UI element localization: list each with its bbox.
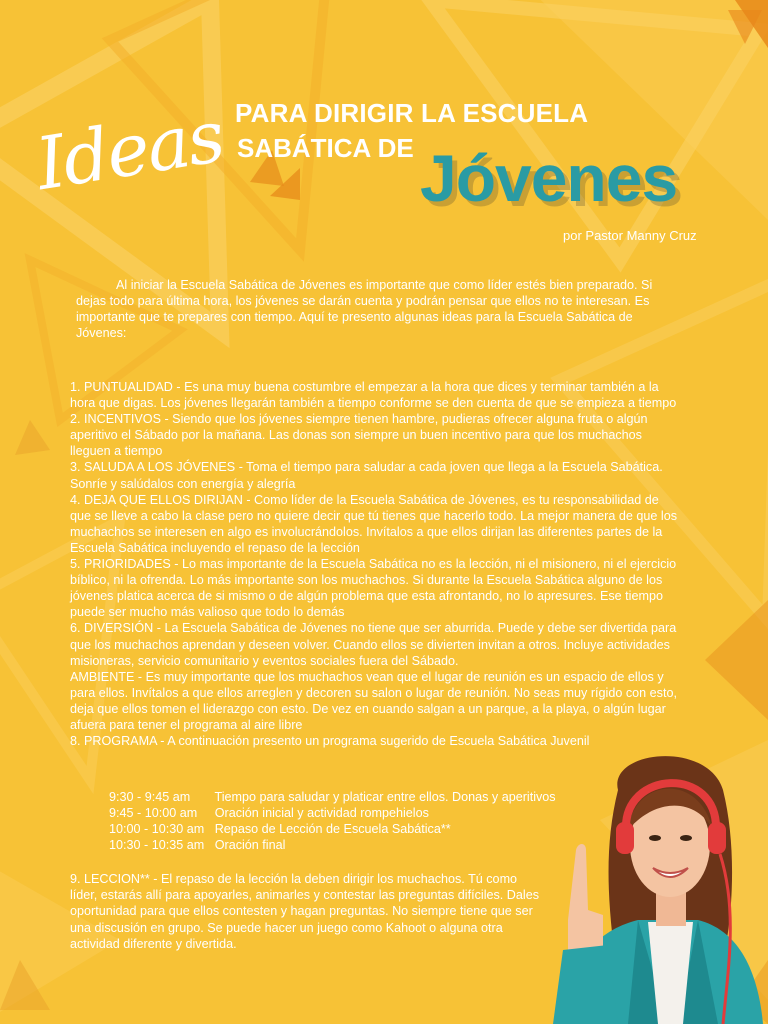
author-byline: por Pastor Manny Cruz <box>563 228 697 243</box>
heading-line-2: SABÁTICA DE <box>237 133 414 163</box>
ideas-script-title <box>26 93 231 207</box>
intro-paragraph <box>76 277 676 341</box>
list-item: 2. INCENTIVOS - Siendo que los jóvenes siempre tienen hambre, pudieras ofrecer alguna fruta o algún aperitivo el Sábado por la mañana. Las donas son siempre un buen incentivo para que los muchachos lleguen a tiempo <box>70 412 648 459</box>
list-item: 5. PRIORIDADES - Lo mas importante de la Escuela Sabática no es la lección, ni el misionero, ni el ejercicio bíblico, ni la ofrenda. Lo más importante son los muchachos. Si durante la Escuela Sabática alguno de los jóvenes platica acerca de si mismo o de algún problema que esta afrontando, no lo apresures. Ese tiempo puede ser mucho más valioso que todo lo demás <box>70 557 677 620</box>
heading-line-1: PARA DIRIGIR LA ESCUELA <box>235 98 589 128</box>
list-item: 4. DEJA QUE ELLOS DIRIJAN - Como líder de la Escuela Sabática de Jóvenes, es tu responsabilidad de que se lleve a cabo la clase pero no quiere decir que tú tienes que hacerlo todo. La mejor manera de que los muchachos se interesen en algo es involucrándolos. Invítalos a que ellos dirijan las diferentes partes de la Escuela Sabática incluyendo el repaso de la lección <box>70 492 677 555</box>
list-item: AMBIENTE - Es muy importante que los muchachos vean que el lugar de reunión es un espacio de ellos y para ellos. Invítalos a que ellos arreglen y decoren su salon o lugar de reunión. No seas muy rígido con esto, deja que ellos tomen el liderazgo con esto. De vez en cuando salgan a un parque, a la playa, o algún lugar afuera para tener el programa al aire libre <box>70 669 677 732</box>
girl-with-headphones-photo <box>548 740 768 1024</box>
ideas-list <box>70 379 682 749</box>
lesson-note: 9. LECCION** - El repaso de la lección la deben dirigir los muchachos. Tú como líder, estarás allí para apoyarles, animarles y contestar las preguntas difíciles. Dales oportunidad para que ellos contesten y hagan preguntas. No siempre tiene que ser una discusión en grupo. Se puede hacer un juego como Kahoot o alguna otra actividad diferente y divertida. <box>70 872 539 951</box>
list-item: 6. DIVERSIÓN - La Escuela Sabática de Jóvenes no tiene que ser aburrida. Puede y debe ser divertida para que los muchachos aprendan y deseen volver. Cuando ellos se divierten invitan a otros. Incluye actividades misioneras, servicio comunitario y eventos sociales fuera del Sábado. <box>70 621 677 668</box>
ideas-word: Ideas <box>30 93 229 207</box>
schedule-row: 10:30 - 10:35 am Oración final <box>109 838 286 853</box>
schedule-row: 9:45 - 10:00 am Oración inicial y actividad rompehielos <box>109 806 429 821</box>
intro-text: Al iniciar la Escuela Sabática de Jóvenes es importante que como líder estés bien preparado. Si dejas todo para última hora, los jóvenes se darán cuenta y podrán pensar que ellos no te interesan. Es importante que te prepares con tiempo. Aquí te presento algunas ideas para la Escuela Sabática de Jóvenes: <box>76 278 653 340</box>
program-schedule <box>109 789 556 853</box>
list-item: 8. PROGRAMA - A continuación presento un programa sugerido de Escuela Sabática Juvenil <box>70 734 590 749</box>
heading-jovenes: Jóvenes <box>420 141 678 215</box>
schedule-row: 9:30 - 9:45 am Tiempo para saludar y platicar entre ellos. Donas y aperitivos <box>109 790 556 804</box>
list-item: 1. PUNTUALIDAD - Es una muy buena costumbre el empezar a la hora que dices y terminar también a la hora que digas. Los jóvenes llegarán también a tiempo conforme se den cuenta de que se empieza a tiempo <box>70 380 677 411</box>
schedule-row: 10:00 - 10:30 am Repaso de Lección de Escuela Sabática** <box>109 822 451 837</box>
list-item: 3. SALUDA A LOS JÓVENES - Toma el tiempo para saludar a cada joven que llega a la Escuela Sabática. Sonríe y salúdalos con energía y alegría <box>70 460 663 491</box>
